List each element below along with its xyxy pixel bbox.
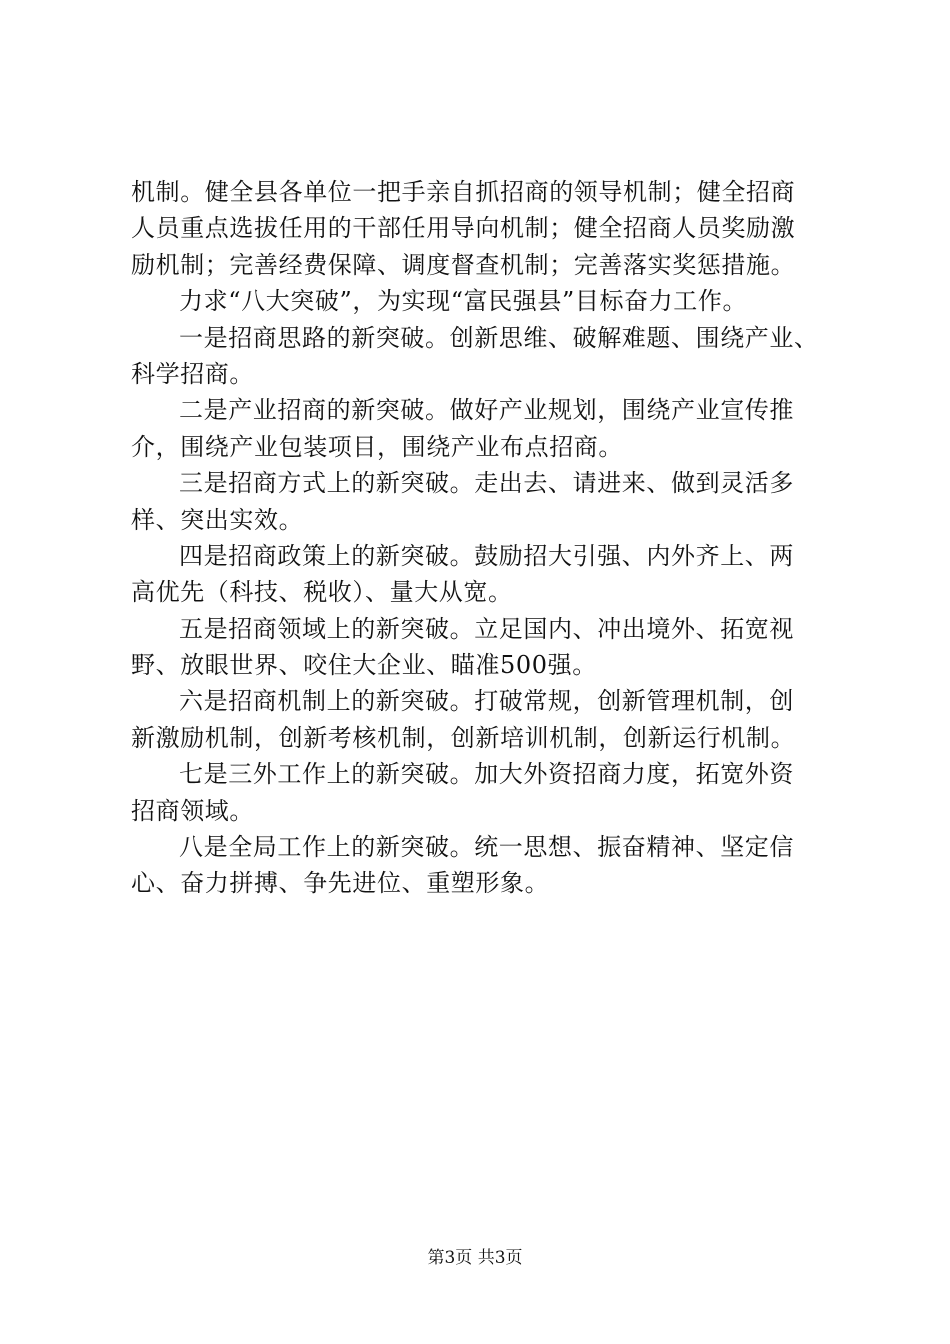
- paragraph-first-line: 二是产业招商的新突破。做好产业规划，围绕产业宣传推: [179, 396, 794, 425]
- text-line: 介，围绕产业包装项目，围绕产业布点招商。: [131, 432, 623, 461]
- text-line: 样、突出实效。: [131, 505, 304, 534]
- paragraph-first-line: 力求“八大突破”，为实现“富民强县”目标奋力工作。: [179, 287, 748, 316]
- text-line: 科学招商。: [131, 359, 254, 388]
- paragraph-first-line: 四是招商政策上的新突破。鼓励招大引强、内外齐上、两: [179, 541, 794, 570]
- text-line: 新激励机制，创新考核机制，创新培训机制，创新运行机制。: [131, 723, 796, 752]
- paragraph-first-line: 五是招商领域上的新突破。立足国内、冲出境外、拓宽视: [179, 614, 794, 643]
- text-line: 励机制；完善经费保障、调度督查机制；完善落实奖惩措施。: [131, 250, 796, 279]
- paragraph-first-line: 七是三外工作上的新突破。加大外资招商力度，拓宽外资: [179, 760, 794, 789]
- text-line: 人员重点选拔任用的干部任用导向机制；健全招商人员奖励激: [131, 214, 796, 243]
- page-number-footer: 第3页 共3页: [427, 1248, 523, 1268]
- text-line: 机制。健全县各单位一把手亲自抓招商的领导机制；健全招商: [131, 178, 796, 206]
- text-line: 野、放眼世界、咬住大企业、瞄准500强。: [131, 651, 597, 680]
- document-body: [131, 174, 831, 902]
- paragraph-first-line: 一是招商思路的新突破。创新思维、破解难题、围绕产业、: [179, 323, 819, 352]
- paragraph-first-line: 六是招商机制上的新突破。打破常规，创新管理机制，创: [179, 687, 794, 716]
- text-line: 心、奋力拼搏、争先进位、重塑形象。: [131, 869, 550, 898]
- paragraph-first-line: 三是招商方式上的新突破。走出去、请进来、做到灵活多: [179, 469, 794, 498]
- text-line: 招商领域。: [131, 796, 254, 825]
- text-line: 高优先（科技、税收）、量大从宽。: [131, 578, 513, 607]
- paragraph-first-line: 八是全局工作上的新突破。统一思想、振奋精神、坚定信: [179, 833, 794, 862]
